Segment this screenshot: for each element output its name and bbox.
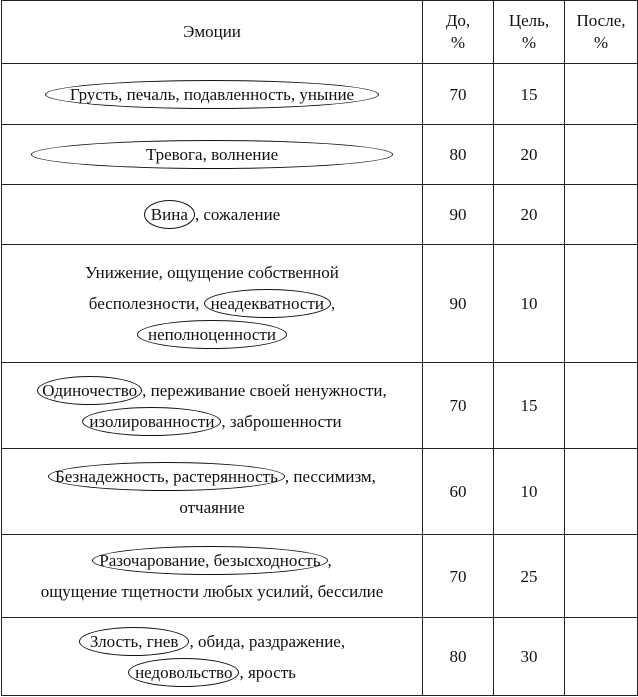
- emotion-text: , сожаление: [194, 205, 281, 224]
- header-emotions: [2, 1, 423, 64]
- circled-emotion: недовольство: [128, 658, 239, 687]
- header-before-line1: До,: [445, 11, 471, 30]
- table-row: [2, 125, 638, 185]
- header-goal: [494, 1, 565, 64]
- header-after: [565, 1, 638, 64]
- circled-emotion: Тревога, волнение: [31, 140, 393, 169]
- header-row: [2, 1, 638, 64]
- goal-cell: 10: [494, 245, 565, 363]
- header-emotions-label: Эмоции: [183, 22, 241, 41]
- circled-emotion: Вина: [144, 200, 195, 229]
- after-cell: [565, 64, 638, 125]
- before-cell: 60: [423, 449, 494, 535]
- circled-emotion: Злость, гнев: [79, 627, 190, 656]
- table-row: [2, 363, 638, 449]
- emotion-text: бесполезности,: [88, 294, 200, 313]
- header-goal-line1: Цель,: [508, 11, 550, 30]
- emotion-text: ,: [330, 294, 336, 313]
- emotion-cell: [2, 125, 423, 185]
- emotion-cell: [2, 64, 423, 125]
- emotion-text: , обида, раздражение,: [189, 631, 346, 651]
- before-cell: 80: [423, 125, 494, 185]
- emotion-text: ,: [327, 551, 332, 570]
- goal-cell: 30: [494, 618, 565, 696]
- before-cell: 80: [423, 618, 494, 696]
- before-cell: 70: [423, 363, 494, 449]
- header-after-line2: %: [593, 33, 609, 52]
- circled-emotion: изолированности: [82, 407, 221, 436]
- circled-emotion: Безнадежность, растерянность: [48, 462, 285, 491]
- goal-cell: 15: [494, 363, 565, 449]
- table-row: [2, 185, 638, 245]
- emotion-text: , пессимизм,: [284, 466, 376, 486]
- header-before: [423, 1, 494, 64]
- circled-emotion: Одиночество: [37, 376, 142, 405]
- circled-emotion: Разочарование, безысходность: [92, 546, 327, 575]
- after-cell: [565, 363, 638, 449]
- emotion-cell: [2, 535, 423, 618]
- after-cell: [565, 125, 638, 185]
- before-cell: 90: [423, 185, 494, 245]
- header-goal-line2: %: [521, 33, 537, 52]
- table-row: [2, 535, 638, 618]
- goal-cell: 10: [494, 449, 565, 535]
- table-row: [2, 449, 638, 535]
- emotion-text: , переживание своей ненужности,: [142, 380, 387, 400]
- goal-cell: 25: [494, 535, 565, 618]
- emotion-text: , ярость: [239, 662, 296, 682]
- goal-cell: 15: [494, 64, 565, 125]
- after-cell: [565, 535, 638, 618]
- after-cell: [565, 185, 638, 245]
- emotion-cell: [2, 618, 423, 696]
- emotion-text: , заброшенности: [221, 411, 342, 431]
- after-cell: [565, 449, 638, 535]
- after-cell: [565, 245, 638, 363]
- after-cell: [565, 618, 638, 696]
- header-before-line2: %: [450, 33, 466, 52]
- circled-emotion: Грусть, печаль, подавленность, уныние: [45, 80, 379, 109]
- emotion-cell: [2, 449, 423, 535]
- before-cell: 90: [423, 245, 494, 363]
- emotion-cell: [2, 245, 423, 363]
- table-row: [2, 245, 638, 363]
- circled-emotion: неполноценности: [137, 320, 287, 349]
- before-cell: 70: [423, 64, 494, 125]
- circled-emotion: неадекватности: [204, 289, 331, 318]
- before-cell: 70: [423, 535, 494, 618]
- emotions-table: [1, 0, 638, 696]
- emotion-text: ощущение тщетности любых усилий, бессилие: [40, 582, 384, 601]
- goal-cell: 20: [494, 125, 565, 185]
- emotion-cell: [2, 185, 423, 245]
- emotion-cell: [2, 363, 423, 449]
- goal-cell: 20: [494, 185, 565, 245]
- table-row: [2, 618, 638, 696]
- table-row: [2, 64, 638, 125]
- header-after-line1: После,: [576, 11, 626, 30]
- emotion-text: Унижение, ощущение собственной: [85, 263, 339, 282]
- emotion-text: отчаяние: [179, 497, 245, 517]
